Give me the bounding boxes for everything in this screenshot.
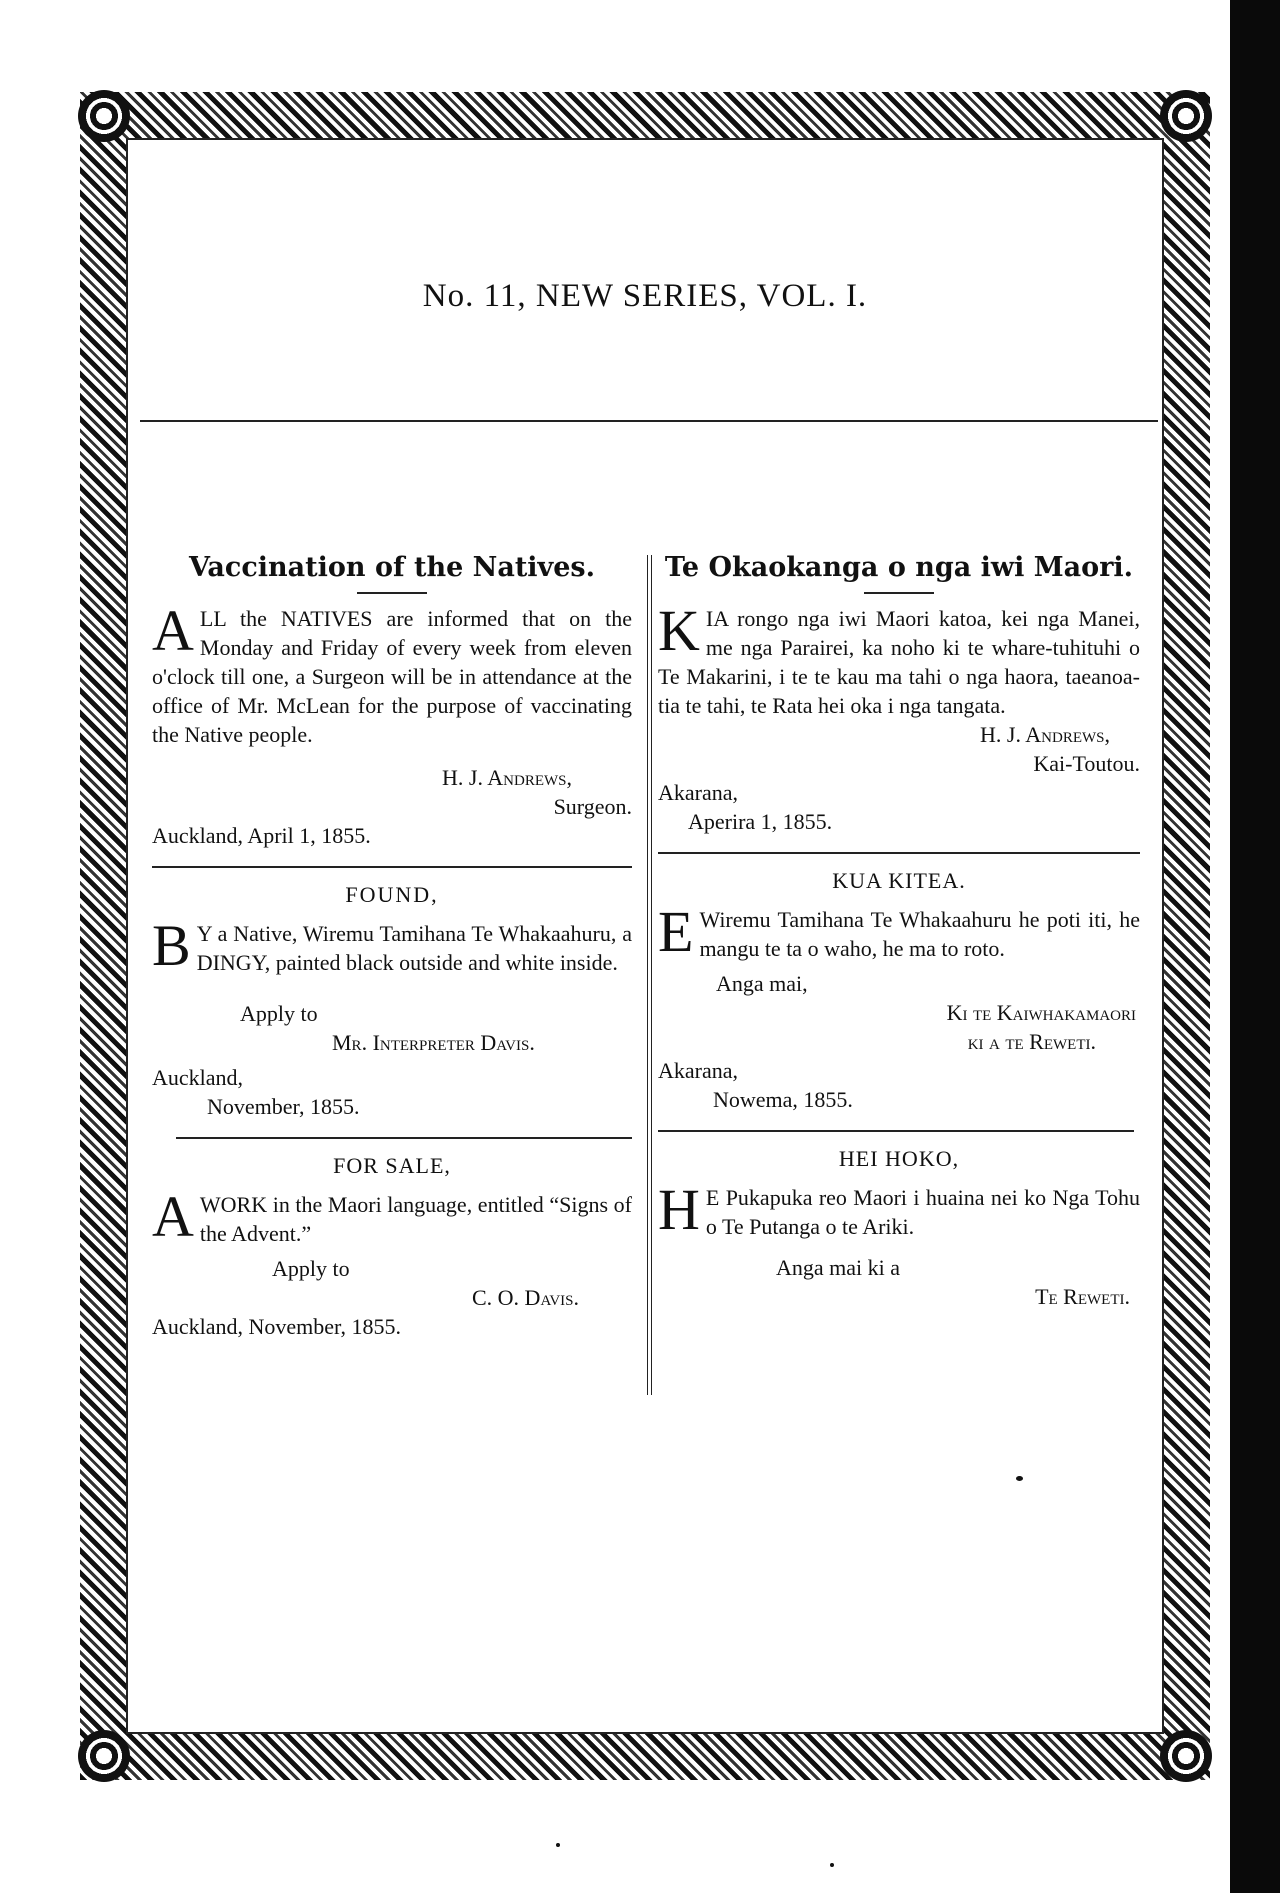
kua-kitea-body — [658, 899, 1140, 964]
hei-hoko-apply: Anga mai ki a — [776, 1255, 901, 1280]
kua-kitea-place: Akarana, — [658, 1058, 739, 1083]
kua-kitea-notice — [658, 866, 1140, 1114]
kua-kitea-contact-1: Ki te Kaiwhakamaori — [946, 1000, 1136, 1025]
ink-speck — [1016, 1476, 1023, 1481]
kua-kitea-apply: Anga mai, — [716, 971, 808, 996]
section-rule — [658, 1130, 1134, 1132]
column-divider — [647, 555, 652, 1395]
dropcap: A — [152, 1184, 194, 1249]
found-contact: Mr. Interpreter Davis. — [332, 1030, 535, 1055]
found-place: Auckland, — [152, 1065, 244, 1090]
found-heading: FOUND, — [345, 882, 439, 907]
kua-kitea-text: Wiremu Tamihana Te Whakaahuru he poti iti, he mangu te ta o waho, he ma to roto. — [699, 907, 1140, 961]
section-rule — [658, 852, 1140, 854]
hei-hoko-notice — [658, 1144, 1140, 1311]
corner-ornament-top-left — [78, 90, 130, 142]
sale-contact: C. O. Davis. — [472, 1285, 580, 1310]
okaokanga-notice — [658, 548, 1140, 836]
kua-kitea-date: Nowema, 1855. — [713, 1087, 853, 1112]
vaccination-signer: H. J. Andrews, — [442, 765, 572, 790]
sale-notice — [152, 1151, 632, 1341]
heading-rule — [357, 592, 427, 594]
sale-text: WORK in the Maori language, entitled “Signs of the Advent.” — [199, 1192, 632, 1246]
corner-ornament-top-right — [1160, 90, 1212, 142]
page-edge-shadow — [1230, 0, 1280, 1893]
dropcap: E — [658, 899, 694, 964]
vaccination-place-date: Auckland, April 1, 1855. — [152, 823, 371, 848]
dropcap: K — [658, 598, 700, 663]
maori-column — [658, 548, 1140, 1311]
ink-speck — [556, 1843, 560, 1847]
found-apply: Apply to — [240, 1001, 318, 1026]
kua-kitea-contact-2: ki a te Reweti. — [967, 1029, 1096, 1054]
sale-body — [152, 1184, 632, 1249]
hei-hoko-body — [658, 1177, 1140, 1242]
okaokanga-text: IA rongo nga iwi Maori katoa, kei nga Manei, me nga Parairei, ka noho ki te whare-tuhituhi o Te Makarini, i te te kau ma tahi o nga haora, taeanoa-tia te tahi, te Rata hei oka i nga tangata. — [658, 606, 1140, 718]
vaccination-signer-title: Surgeon. — [553, 794, 632, 819]
corner-ornament-bottom-right — [1160, 1730, 1212, 1782]
masthead-rule — [140, 420, 1158, 422]
okaokanga-heading: Te Okaokanga o nga iwi Maori. — [664, 552, 1134, 583]
okaokanga-place: Akarana, — [658, 780, 739, 805]
found-text: Y a Native, Wiremu Tamihana Te Whakaahuru, a DINGY, painted black outside and white inside. — [196, 921, 632, 975]
kua-kitea-heading: KUA KITEA. — [832, 868, 966, 893]
dropcap: H — [658, 1177, 700, 1242]
sale-heading: FOR SALE, — [333, 1153, 451, 1178]
hei-hoko-heading: HEI HOKO, — [838, 1146, 960, 1171]
okaokanga-date: Aperira 1, 1855. — [688, 809, 833, 834]
dropcap: B — [152, 913, 191, 978]
okaokanga-body — [658, 598, 1140, 720]
found-date: November, 1855. — [207, 1094, 360, 1119]
okaokanga-signer-title: Kai-Toutou. — [1033, 751, 1140, 776]
english-column — [152, 548, 632, 1341]
hei-hoko-text: E Pukapuka reo Maori i huaina nei ko Nga Tohu o Te Putanga o te Ariki. — [705, 1185, 1140, 1239]
found-body — [152, 913, 632, 978]
section-rule — [176, 1137, 632, 1139]
sale-place-date: Auckland, November, 1855. — [152, 1314, 402, 1339]
found-notice — [152, 880, 632, 1121]
okaokanga-signer: H. J. Andrews, — [980, 722, 1110, 747]
heading-rule — [864, 592, 934, 594]
sale-apply: Apply to — [272, 1256, 350, 1281]
corner-ornament-bottom-left — [78, 1730, 130, 1782]
vaccination-text: LL the NATIVES are informed that on the Monday and Friday of every week from eleven o'clock till one, a Surgeon will be in attendance at the office of Mr. McLean for the purpose of vaccinating the Native people. — [152, 606, 632, 747]
section-rule — [152, 866, 632, 868]
hei-hoko-contact: Te Reweti. — [1035, 1284, 1130, 1309]
ink-speck — [830, 1863, 834, 1867]
masthead: No. 11, NEW SERIES, VOL. I. — [422, 278, 868, 314]
dropcap: A — [152, 598, 194, 663]
vaccination-notice — [152, 548, 632, 850]
vaccination-body — [152, 598, 632, 749]
vaccination-heading: Vaccination of the Natives. — [188, 552, 596, 583]
